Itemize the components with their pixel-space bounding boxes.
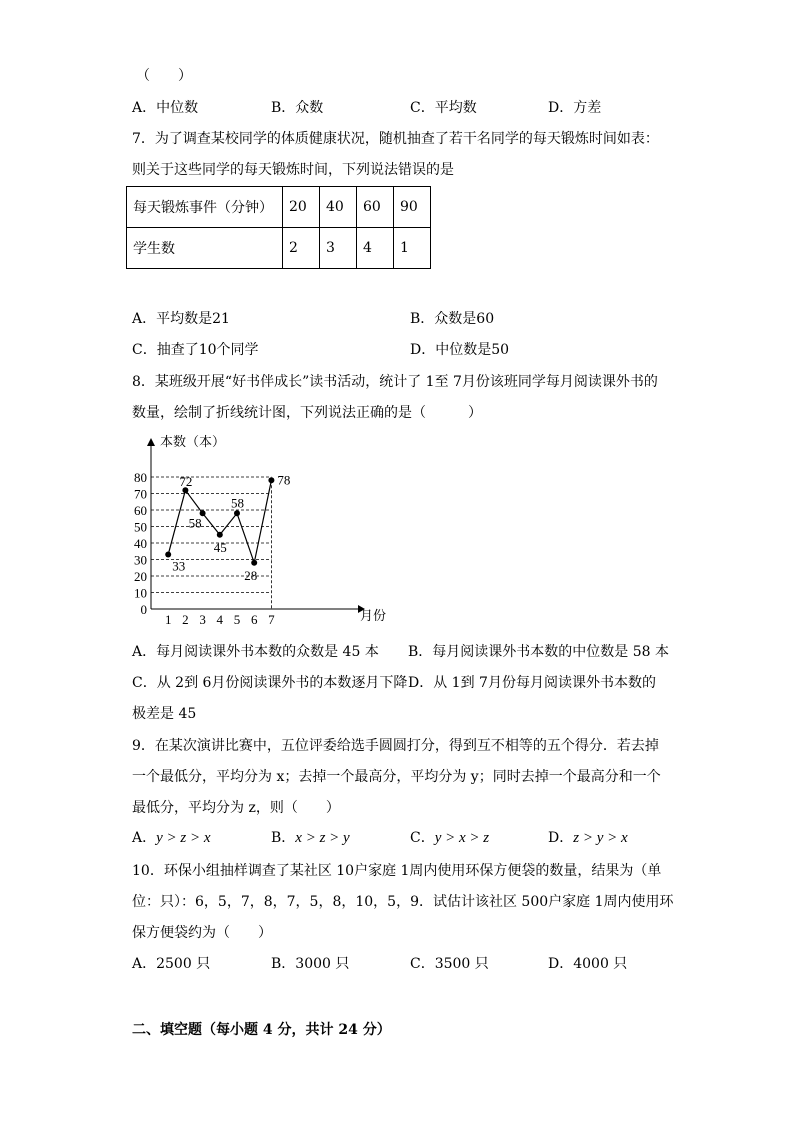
- q9-option-letter: B．: [271, 830, 296, 846]
- data-label: 58: [188, 515, 202, 531]
- y-tick-label: 10: [134, 585, 147, 601]
- q6-option-d[interactable]: D．方差: [548, 100, 602, 116]
- q9-stem-line3: 最低分，平均分为 z，则（ ）: [132, 800, 340, 816]
- q9-option-expr: y > x > z: [434, 830, 490, 846]
- q9-option-expr: z > y > x: [573, 830, 628, 846]
- y-tick-label: 30: [134, 552, 147, 568]
- q8-option-d[interactable]: D．从 1到 7月份每月阅读课外书本数的: [408, 675, 656, 691]
- data-label: 33: [172, 558, 186, 574]
- q9-stem-line1: 9．在某次演讲比赛中，五位评委给选手圆圆打分，得到互不相等的五个得分．若去掉: [132, 738, 659, 754]
- x-tick-label: 7: [268, 612, 275, 627]
- x-tick-label: 2: [182, 612, 189, 627]
- q10-option-d[interactable]: D．4000 只: [548, 956, 628, 972]
- q7-table-row: [127, 187, 431, 228]
- y-tick-label: 50: [134, 519, 147, 535]
- y-tick-label: 60: [134, 503, 147, 518]
- q7-table-header-students: 学生数: [127, 228, 283, 269]
- x-tick-label: 3: [199, 612, 206, 627]
- q7-option-d[interactable]: D．中位数是50: [410, 342, 510, 358]
- q10-option-c[interactable]: C．3500 只: [410, 956, 489, 972]
- q8-option-d-cont: 极差是 45: [132, 706, 197, 722]
- y-tick-label: 20: [134, 569, 147, 584]
- q6-paren: （ ）: [136, 68, 192, 84]
- q7-table-cell: 90: [394, 187, 431, 228]
- q9-option-letter: D．: [548, 830, 574, 846]
- x-axis-label: 月份: [360, 608, 387, 623]
- data-point: [217, 532, 223, 538]
- data-label: 45: [213, 539, 227, 555]
- data-label: 78: [277, 472, 291, 488]
- q9-stem-line2: 一个最低分，平均分为 x；去掉一个最高分，平均分为 y；同时去掉一个最高分和一个: [132, 769, 661, 785]
- q7-table-cell: 60: [357, 187, 394, 228]
- q7-table-cell: 20: [283, 187, 320, 228]
- data-point: [165, 552, 171, 558]
- q7-table-cell: 4: [357, 228, 394, 269]
- q9-option-expr: y > z > x: [156, 830, 211, 846]
- data-point: [234, 510, 240, 516]
- q10-option-b[interactable]: B．3000 只: [271, 956, 350, 972]
- q7-table: [126, 186, 431, 269]
- q7-stem-line2: 则关于这些同学的每天锻炼时间，下列说法错误的是: [132, 162, 454, 178]
- q7-table-cell: 1: [394, 228, 431, 269]
- q7-option-b[interactable]: B．众数是60: [410, 311, 495, 327]
- data-point: [268, 477, 274, 483]
- q8-option-a[interactable]: A．每月阅读课外书本数的众数是 45 本: [132, 644, 379, 660]
- q6-option-c[interactable]: C．平均数: [410, 100, 477, 116]
- y-tick-label: 40: [134, 536, 147, 551]
- x-tick-label: 1: [164, 612, 172, 627]
- q10-stem-line2: 位：只）：6，5，7，8，7，5，8，10，5，9．试估计该社区 500户家庭 1周内使用环: [132, 894, 674, 910]
- y-tick-label: 0: [140, 602, 147, 617]
- x-tick-label: 4: [216, 612, 224, 627]
- y-tick-label: 80: [134, 470, 147, 485]
- data-label: 58: [231, 495, 244, 511]
- q9-option-d[interactable]: [548, 829, 628, 847]
- y-tick-label: 70: [134, 486, 147, 502]
- q7-stem-line1: 7．为了调查某校同学的体质健康状况，随机抽查了若干名同学的每天锻炼时间如表：: [132, 131, 659, 147]
- y-axis-label: 本数（本）: [160, 434, 226, 449]
- q9-option-expr: x > z > y: [295, 830, 350, 846]
- q8-stem-line2: 数量，绘制了折线统计图，下列说法正确的是（ ）: [132, 405, 482, 421]
- q6-option-a[interactable]: A．中位数: [132, 100, 199, 116]
- q7-option-c[interactable]: C．抽查了10个同学: [132, 342, 259, 358]
- q7-option-a[interactable]: A．平均数是21: [132, 311, 230, 327]
- q9-option-letter: A．: [132, 830, 157, 846]
- data-point: [251, 560, 257, 566]
- q7-table-cell: 2: [283, 228, 320, 269]
- q7-table-cell: 3: [320, 228, 357, 269]
- q9-option-letter: C．: [410, 830, 435, 846]
- q6-option-b[interactable]: B．众数: [271, 100, 324, 116]
- data-label: 28: [244, 567, 258, 583]
- q9-option-b[interactable]: [271, 829, 350, 847]
- q8-stem-line1: 8．某班级开展“好书伴成长”读书活动，统计了 1至 7月份该班同学每月阅读课外书的: [132, 374, 658, 390]
- x-tick-label: 5: [233, 612, 241, 627]
- q10-stem-line3: 保方便袋约为（ ）: [132, 925, 272, 941]
- q10-stem-line1: 10．环保小组抽样调查了某社区 10户家庭 1周内使用环保方便袋的数量，结果为（单: [132, 863, 662, 879]
- section-2-title: 二、填空题（每小题 4 分，共计 24 分）: [132, 1022, 391, 1038]
- q8-line-chart: [128, 430, 428, 630]
- q7-table-cell: 40: [320, 187, 357, 228]
- q10-option-a[interactable]: A．2500 只: [132, 956, 211, 972]
- q9-option-c[interactable]: [410, 829, 489, 847]
- q7-table-header-time: 每天锻炼事件（分钟）: [127, 187, 283, 228]
- q9-option-a[interactable]: [132, 829, 211, 847]
- x-tick-label: 6: [250, 612, 258, 627]
- y-axis-arrow: [147, 438, 155, 446]
- q8-option-c[interactable]: C．从 2到 6月份阅读课外书的本数逐月下降: [132, 675, 408, 691]
- data-label: 72: [179, 474, 193, 490]
- q8-option-b[interactable]: B．每月阅读课外书本数的中位数是 58 本: [408, 644, 670, 660]
- q7-table-row: [127, 228, 431, 269]
